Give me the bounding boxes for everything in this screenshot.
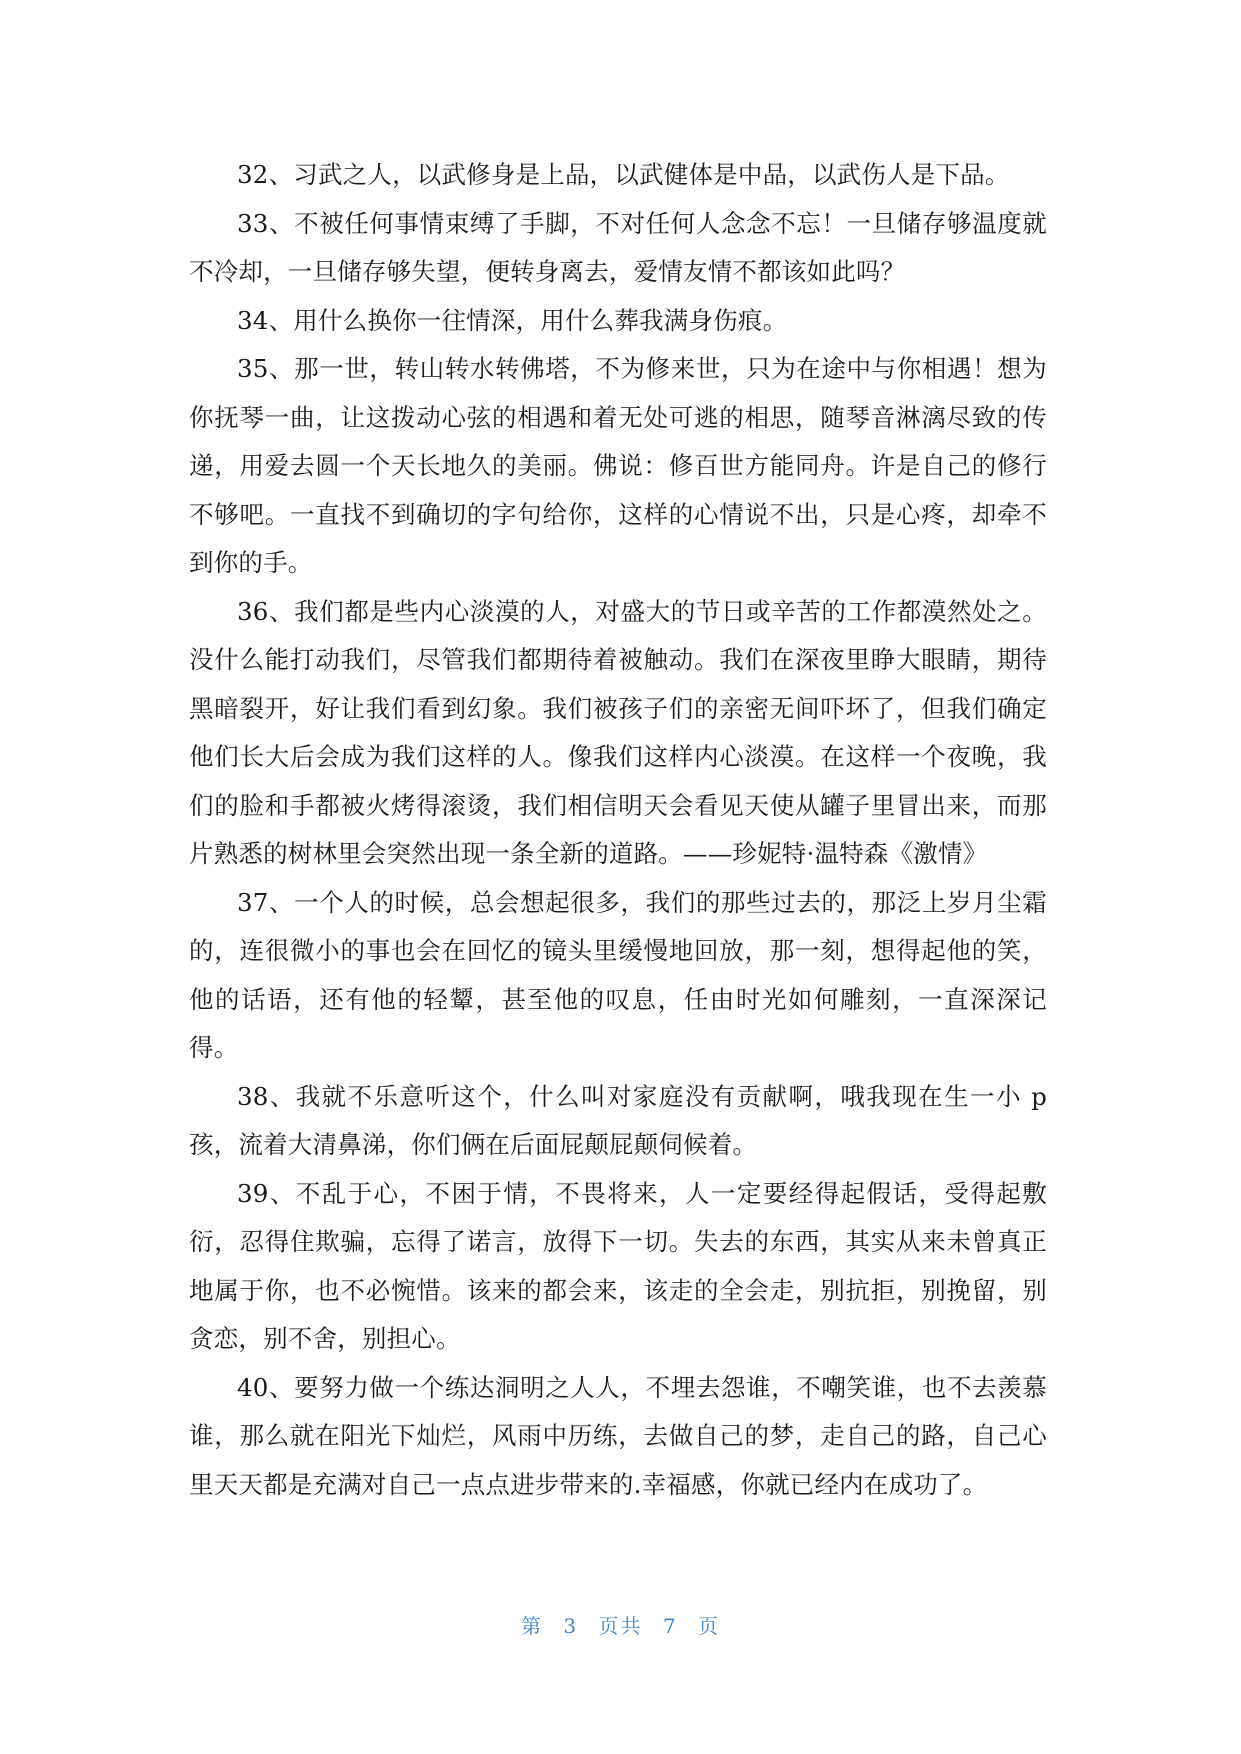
page-footer [0,1610,1241,1639]
paragraph-36: 36、我们都是些内心淡漠的人，对盛大的节日或辛苦的工作都漠然处之。没什么能打动我们，尽管我们都期待着被触动。我们在深夜里睁大眼睛，期待黑暗裂开，好让我们看到幻象。我们被孩子们的亲密无间吓坏了，但我们确定他们长大后会成为我们这样的人。像我们这样内心淡漠。在这样一个夜晚，我们的脸和手都被火烤得滚烫，我们相信明天会看见天使从罐子里冒出来，而那片熟悉的树林里会突然出现一条全新的道路。——珍妮特·温特森《激情》 [189,596,1047,868]
paragraph-37: 37、一个人的时候，总会想起很多，我们的那些过去的，那泛上岁月尘霜的，连很微小的事也会在回忆的镜头里缓慢地回放，那一刻，想得起他的笑，他的话语，还有他的轻颦，甚至他的叹息，任由时光如何雕刻，一直深深记得。 [189,887,1047,1062]
document-body [189,151,1047,1509]
paragraph-34: 34、用什么换你一往情深，用什么葬我满身伤痕。 [237,305,788,335]
footer-current-page: 3 [563,1614,579,1638]
paragraph-32: 32、习武之人，以武修身是上品，以武健体是中品，以武伤人是下品。 [237,160,1010,189]
footer-total-pages: 7 [662,1614,678,1638]
paragraph-40: 40、要努力做一个练达洞明之人人，不埋去怨谁，不嘲笑谁，也不去羡慕谁，那么就在阳光下灿烂，风雨中历练，去做自己的梦，走自己的路，自己心里天天都是充满对自己一点点进步带来的.幸福感，你就已经内在成功了。 [189,1372,1047,1499]
paragraph-33: 33、不被任何事情束缚了手脚，不对任何人念念不忘！一旦储存够温度就不冷却，一旦储存够失望，便转身离去，爱情友情不都该如此吗？ [189,208,1047,286]
paragraph-38: 38、我就不乐意听这个，什么叫对家庭没有贡献啊，哦我现在生一小 p 孩，流着大清鼻涕，你们俩在后面屁颠屁颠伺候着。 [189,1081,1047,1159]
paragraph-39: 39、不乱于心，不困于情，不畏将来，人一定要经得起假话，受得起敷衍，忍得住欺骗，忘得了诺言，放得下一切。失去的东西，其实从来未曾真正地属于你，也不必惋惜。该来的都会来，该走的全会走，别抗拒，别挽留，别贪恋，别不舍，别担心。 [189,1178,1047,1353]
footer-prefix: 第 [521,1614,544,1638]
footer-middle: 页共 [598,1614,643,1638]
footer-suffix: 页 [697,1614,720,1638]
paragraph-35: 35、那一世，转山转水转佛塔，不为修来世，只为在途中与你相遇！想为你抚琴一曲，让这拨动心弦的相遇和着无处可逃的相思，随琴音淋漓尽致的传递，用爱去圆一个天长地久的美丽。佛说：修百世方能同舟。许是自己的修行不够吧。一直找不到确切的字句给你，这样的心情说不出，只是心疼，却牵不到你的手。 [189,354,1047,577]
